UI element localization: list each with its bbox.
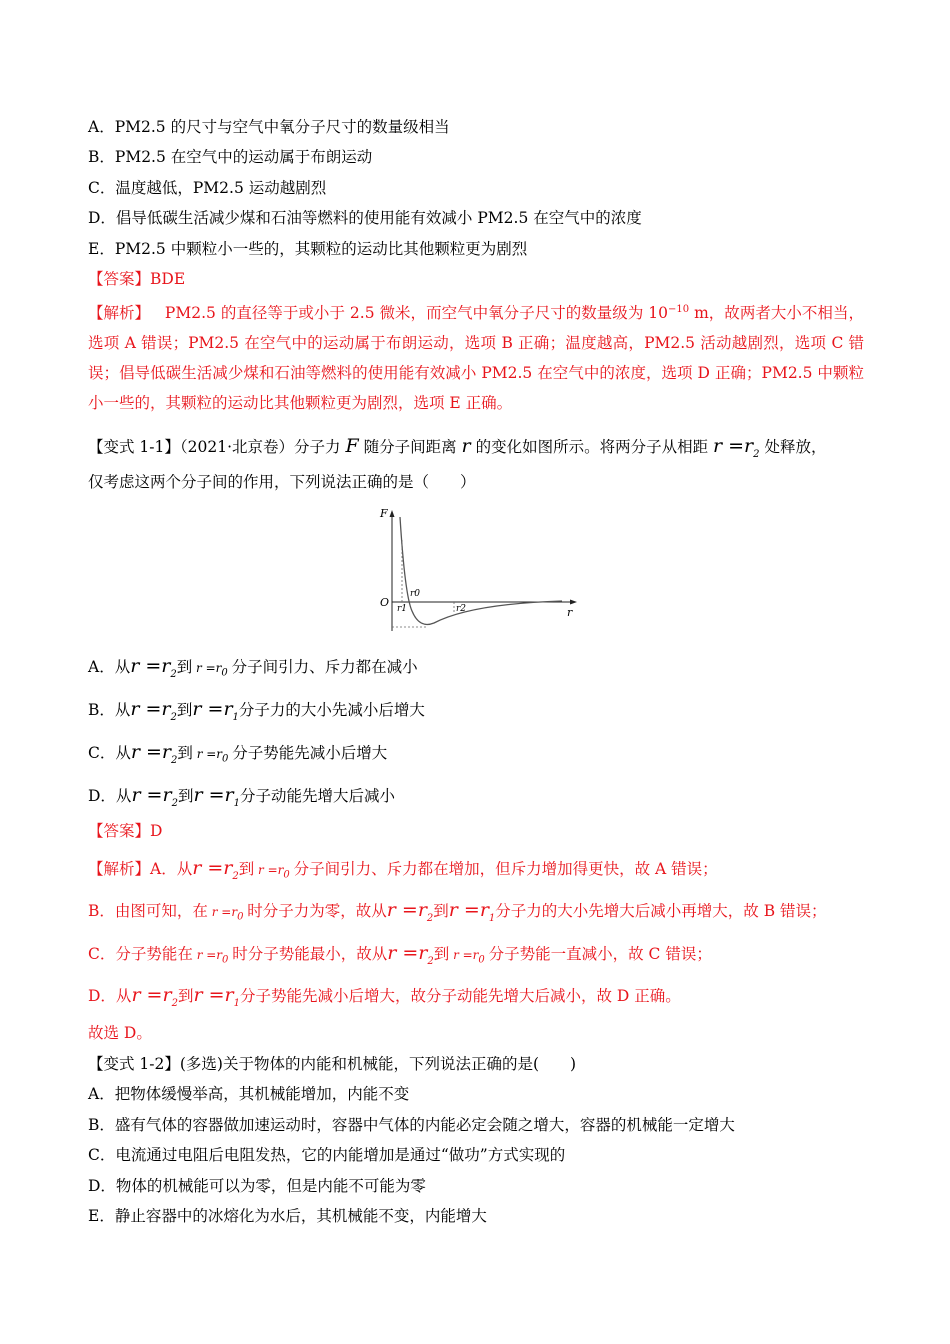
label-F: F: [380, 507, 388, 520]
q1-option-e: E．PM2.5 中颗粒小一些的，其颗粒的运动比其他颗粒更为剧烈: [88, 240, 528, 258]
q1-option-a: A．PM2.5 的尺寸与空气中氧分子尺寸的数量级相当: [88, 118, 450, 136]
v12-option-e: E．静止容器中的冰熔化为水后，其机械能不变，内能增大: [88, 1207, 487, 1225]
label-r0: r0: [410, 589, 421, 599]
analysis-text-1: PM2.5 的直径等于或小于 2.5 微米，而空气中氧分子尺寸的数量级为 10: [164, 304, 669, 323]
v11-question-line2: 仅考虑这两个分子间的作用，下列说法正确的是（ ）: [88, 473, 476, 491]
f-axis-arrow: [390, 510, 395, 517]
q1-analysis: [88, 295, 864, 418]
v12-option-a: A．把物体缓慢举高，其机械能增加，内能不变: [88, 1085, 410, 1103]
v11-option-a: A．从$r =r_2$到 $r =r_0$ 分子间引力、斥力都在减小: [88, 655, 418, 680]
q1-option-d: D．倡导低碳生活减少煤和石油等燃料的使用能有效减小 PM2.5 在空气中的浓度: [88, 209, 642, 227]
force-curve: [400, 517, 562, 625]
v11-head: 【变式 1-1】（2021·北京卷）分子力: [88, 438, 341, 456]
label-r2: r2: [456, 604, 467, 614]
v11-tail: 处释放，: [764, 438, 827, 456]
q1-answer: 【答案】BDE: [88, 270, 186, 288]
v11-mid1: 随分子间距离: [363, 438, 457, 456]
label-O: O: [380, 596, 390, 609]
v12-option-d: D．物体的机械能可以为零，但是内能不可能为零: [88, 1177, 426, 1195]
v11-analysis-b: B．由图可知，在 $r =r_0$ 时分子力为零，故从$r =r_2$到$r =r_1$分子力的大小先增大后减小再增大，故 B 错误；: [88, 899, 827, 924]
analysis-label: 【解析】: [88, 304, 151, 323]
v11-option-b: B．从$r =r_2$到$r =r_1$分子力的大小先减小后增大: [88, 698, 425, 723]
v11-analysis-c: C．分子势能在 $r =r_0$ 时分子势能最小，故从$r =r_2$到 $r =r_0$ 分子势能一直减小，故 C 错误；: [88, 942, 712, 967]
v11-analysis-a: 【解析】A．从$r =r_2$到 $r =r_0$ 分子间引力、斥力都在增加，但斥力增加得更快，故 A 错误；: [88, 857, 718, 882]
analysis-exponent: −10: [668, 304, 690, 315]
q1-option-c: C．温度越低，PM2.5 运动越剧烈: [88, 179, 327, 197]
v11-option-c: C．从$r =r_2$到 $r =r_0$ 分子势能先减小后增大: [88, 741, 388, 766]
r-axis-arrow: [570, 600, 577, 605]
v11-conclusion: 故选 D。: [88, 1024, 152, 1042]
label-r: r: [567, 606, 573, 619]
math-F: F: [345, 435, 359, 457]
analysis-text-2: m，故两者大小不相当，选项 A 错误；PM2.5 在空气中的运动属于布朗运动，选项 B 正确；温度越高，PM2.5 活动越剧烈，选项 C 错误；倡导低碳生活减少煤和石油等燃料的使用能有效减小 PM2.5 在空气中的浓度，选项 D 正确；PM2.5 中颗粒小一些的，其颗粒的运动比其他颗粒更为剧烈，选项 E 正确。: [88, 304, 864, 413]
force-distance-graph: [372, 505, 582, 637]
v12-question: 【变式 1-2】(多选)关于物体的内能和机械能，下列说法正确的是( ): [88, 1055, 577, 1073]
q1-option-b: B．PM2.5 在空气中的运动属于布朗运动: [88, 148, 373, 166]
v12-option-c: C．电流通过电阻后电阻发热，它的内能增加是通过“做功”方式实现的: [88, 1146, 566, 1164]
v11-mid2: 的变化如图所示。将两分子从相距: [475, 438, 709, 456]
label-r1: r1: [397, 604, 408, 614]
math-r: r: [461, 435, 471, 457]
v11-analysis-d: D．从$r =r_2$到$r =r_1$分子势能先减小后增大，故分子动能先增大后减小，故 D 正确。: [88, 984, 681, 1009]
v12-option-b: B．盛有气体的容器做加速运动时，容器中气体的内能必定会随之增大，容器的机械能一定增大: [88, 1116, 735, 1134]
v11-option-d: D．从$r =r_2$到$r =r_1$分子动能先增大后减小: [88, 784, 395, 809]
v11-question-line1: [88, 436, 826, 465]
v11-answer: 【答案】D: [88, 822, 163, 840]
math-r-eq-r2: $r =r_2$: [713, 435, 760, 460]
